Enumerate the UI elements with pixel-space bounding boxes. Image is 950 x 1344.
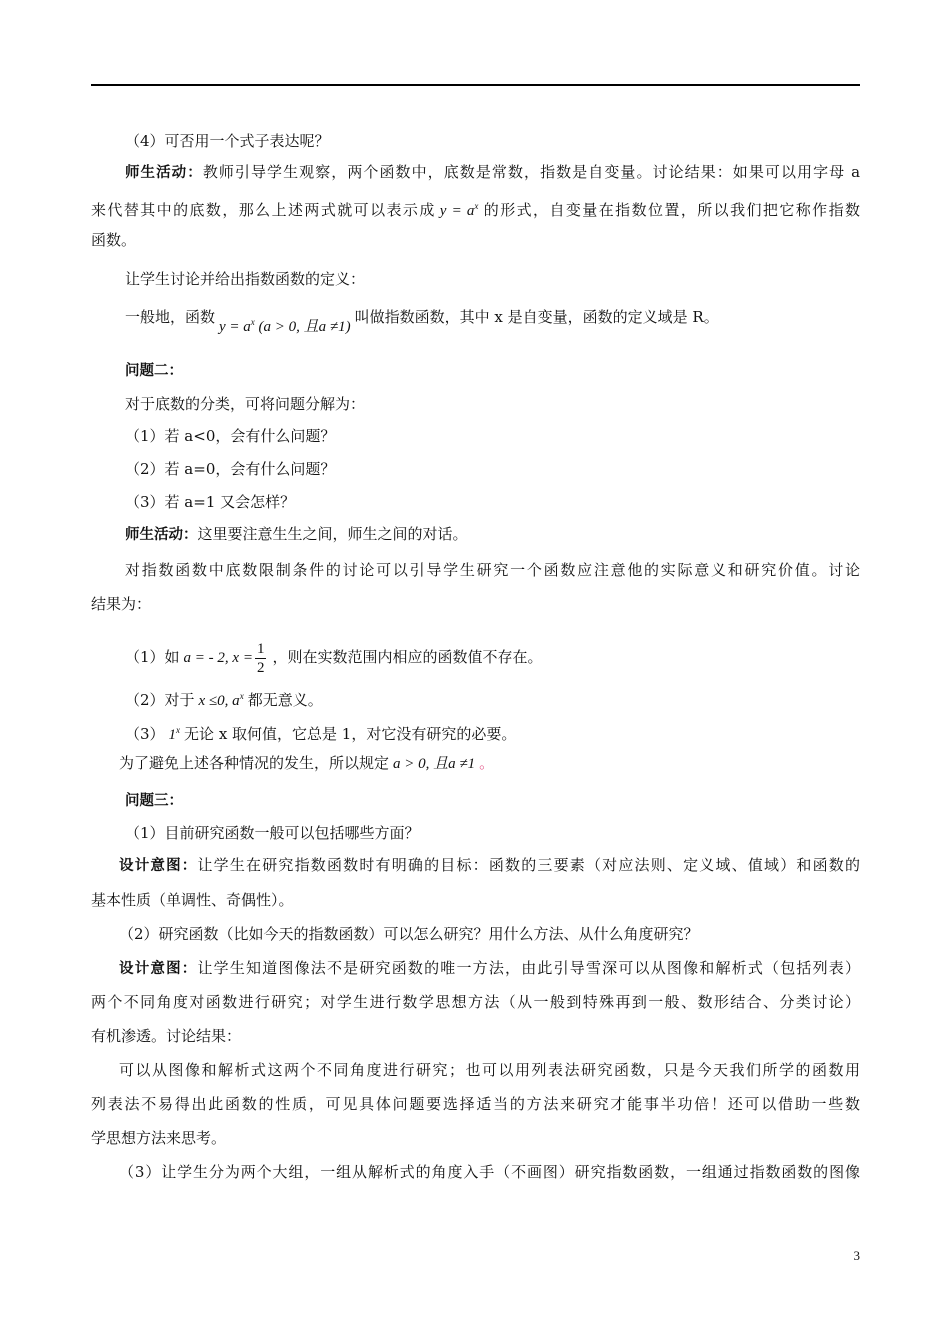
paragraph: 为了避免上述各种情况的发生，所以规定 a > 0, 且a ≠1 。	[119, 754, 495, 772]
paragraph: 对指数函数中底数限制条件的讨论可以引导学生研究一个函数应注意他的实际意义和研究价值。讨论	[125, 561, 860, 579]
paragraph: 来代替其中的底数，那么上述两式就可以表示成 $y = a^x$ 的形式，自变量在指数位置，所以我们把它称作指数	[91, 201, 860, 219]
paragraph: 可以从图像和解析式这两个不同角度进行研究；也可以用列表法研究函数，只是今天我们所学的函数用	[119, 1061, 860, 1079]
header-rule	[91, 84, 860, 86]
math-formula: a > 0, 且a ≠1	[393, 756, 476, 772]
paragraph: （4）可否用一个式子表达呢？	[125, 132, 330, 150]
paragraph: 师生活动：这里要注意生生之间，师生之间的对话。	[125, 525, 468, 543]
paragraph: 列表法不易得出此函数的性质，可见具体问题要选择适当的方法来研究才能事半功倍！还可以借助一些数	[91, 1095, 860, 1113]
paragraph: 函数。	[91, 231, 137, 249]
paragraph: 设计意图：让学生知道图像法不是研究函数的唯一方法，由此引导雪深可以从图像和解析式（包括列表）	[119, 959, 860, 977]
paragraph: 结果为：	[91, 595, 152, 613]
paragraph: 一般地，函数$y = a^x$ (a > 0, 且a ≠1)叫做指数函数，其中 x 是自变量，函数的定义域是 R。	[125, 308, 719, 335]
paragraph: 学思想方法来思考。	[91, 1129, 227, 1147]
math-formula: x ≤0, $a^x$	[198, 691, 244, 709]
paragraph: 对于底数的分类，可将问题分解为：	[125, 395, 366, 413]
math-formula: 1$^x$	[168, 725, 181, 743]
paragraph: 师生活动：教师引导学生观察，两个函数中，底数是常数，指数是自变量。讨论结果：如果可以用字母 a	[125, 163, 861, 181]
list-item: （2）若 a=0，会有什么问题？	[125, 460, 336, 478]
math-formula: $y = a^x$	[439, 201, 479, 219]
paragraph: 设计意图：让学生在研究指数函数时有明确的目标：函数的三要素（对应法则、定义域、值域）和函数的	[119, 856, 860, 874]
page-number: 3	[853, 1248, 860, 1263]
list-item: （1）目前研究函数一般可以包括哪些方面？	[125, 824, 420, 842]
paragraph: 基本性质（单调性、奇偶性）。	[91, 891, 294, 909]
section-heading: 问题三：	[125, 793, 183, 809]
section-heading: 问题二：	[125, 363, 183, 379]
list-item: （1）如 a = - 2, x = $\frac{1}{2}$ ，则在实数范围内相应的函数值不存在。	[125, 641, 543, 677]
paragraph: 让学生讨论并给出指数函数的定义：	[125, 270, 366, 288]
list-item: （2）对于 x ≤0, $a^x$ 都无意义。	[125, 691, 323, 709]
list-item: （1）若 a<0，会有什么问题？	[125, 427, 336, 445]
paragraph: 两个不同角度对函数进行研究；对学生进行数学思想方法（从一般到特殊再到一般、数形结合、分类讨论）	[91, 993, 860, 1011]
list-item: （3） 1$^x$ 无论 x 取何值，它总是 1，对它没有研究的必要。	[125, 725, 517, 743]
paragraph: （3）让学生分为两个大组，一组从解析式的角度入手（不画图）研究指数函数，一组通过指数函数的图像	[119, 1163, 860, 1181]
paragraph: 有机渗透。讨论结果：	[91, 1027, 242, 1045]
list-item: （2）研究函数（比如今天的指数函数）可以怎么研究？用什么方法、从什么角度研究？	[119, 925, 699, 943]
math-formula: a = - 2, x = $\frac{1}{2}$	[183, 641, 265, 677]
math-formula: $y = a^x$ (a > 0, 且a ≠1)	[219, 317, 351, 335]
list-item: （3）若 a=1 又会怎样？	[125, 493, 296, 511]
